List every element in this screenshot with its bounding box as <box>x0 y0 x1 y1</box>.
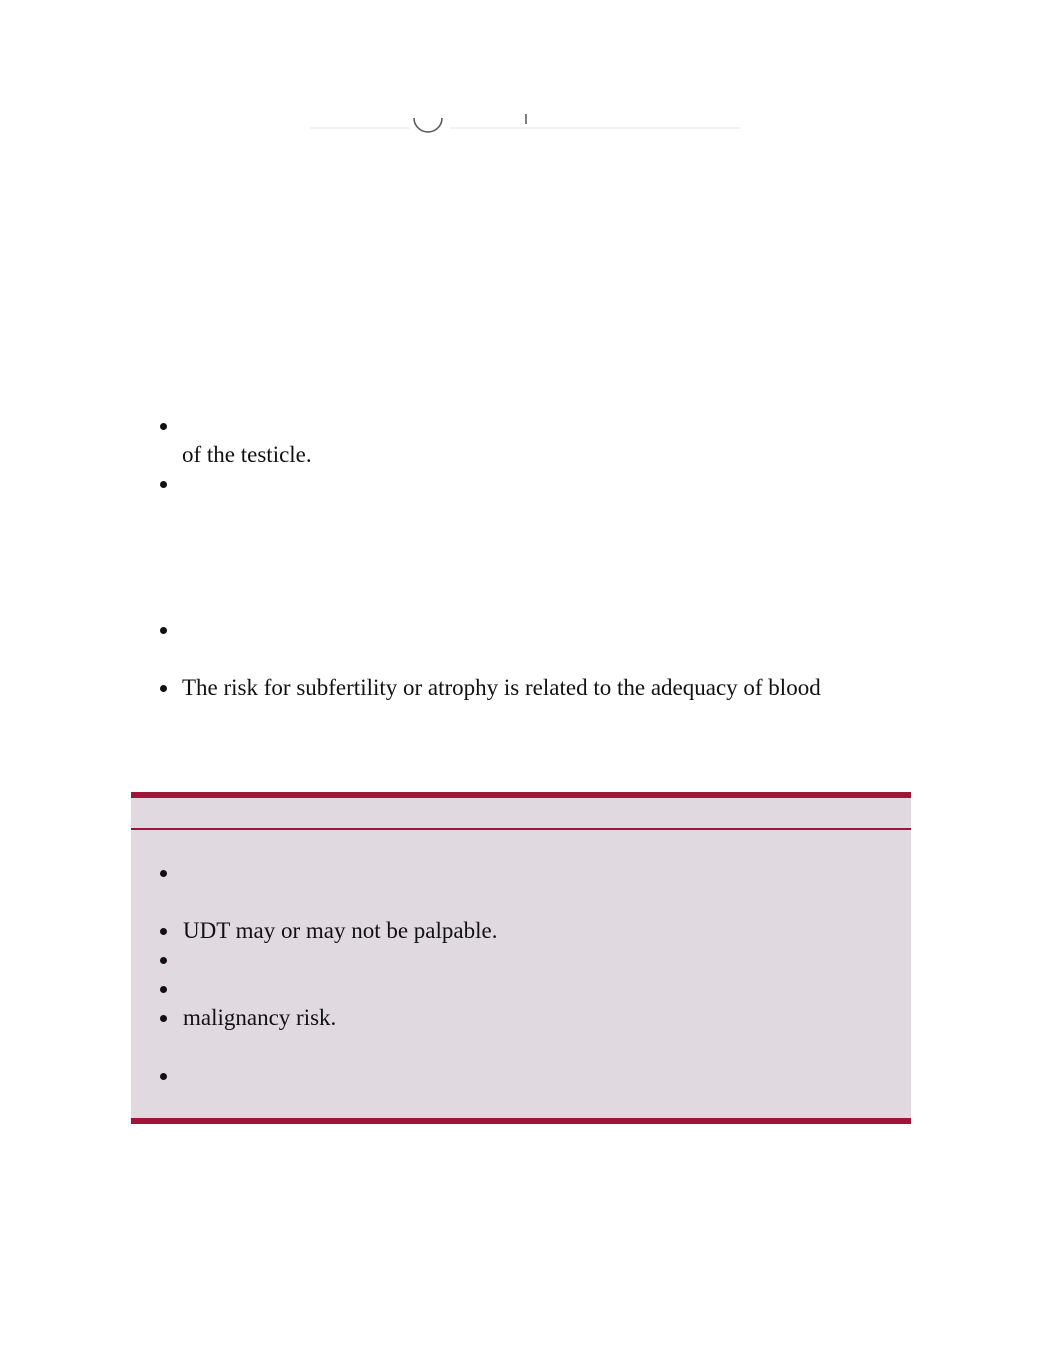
list-item-line: UDT may or may not be palpable. <box>183 918 498 943</box>
summary-box <box>131 792 911 1124</box>
bullet-icon <box>160 957 167 964</box>
list-item-line: The risk for subfertility or atrophy is related to the adequacy of blood <box>182 675 821 700</box>
list-item <box>131 1003 911 1061</box>
list-item <box>131 858 911 916</box>
list-item-line <box>182 411 910 440</box>
list-item-line: malignancy risk. <box>183 1005 337 1030</box>
bullet-icon <box>160 870 167 877</box>
list-item <box>130 615 910 673</box>
figure-fragment <box>300 100 760 134</box>
bullet-icon <box>160 423 167 430</box>
summary-bullet-list <box>131 858 911 1090</box>
bullet-icon <box>160 685 167 692</box>
list-item <box>131 916 911 945</box>
list-item-line <box>182 469 910 498</box>
bullet-list <box>130 411 910 702</box>
list-item <box>130 469 910 615</box>
list-item <box>130 411 910 469</box>
bullet-icon <box>160 928 167 935</box>
bullet-icon <box>160 1073 167 1080</box>
bullet-icon <box>160 627 167 634</box>
list-item <box>131 974 911 1003</box>
bullet-icon <box>160 1015 167 1022</box>
figure-fragment-drawing <box>300 100 760 134</box>
list-item-line <box>182 615 910 644</box>
list-item <box>131 945 911 974</box>
circle-arc-mark <box>414 118 442 132</box>
bullet-icon <box>160 986 167 993</box>
list-item-line: of the testicle. <box>182 442 312 467</box>
list-item <box>131 1061 911 1090</box>
summary-box-header-rule <box>131 828 911 830</box>
list-item <box>130 673 910 702</box>
bullet-icon <box>160 481 167 488</box>
